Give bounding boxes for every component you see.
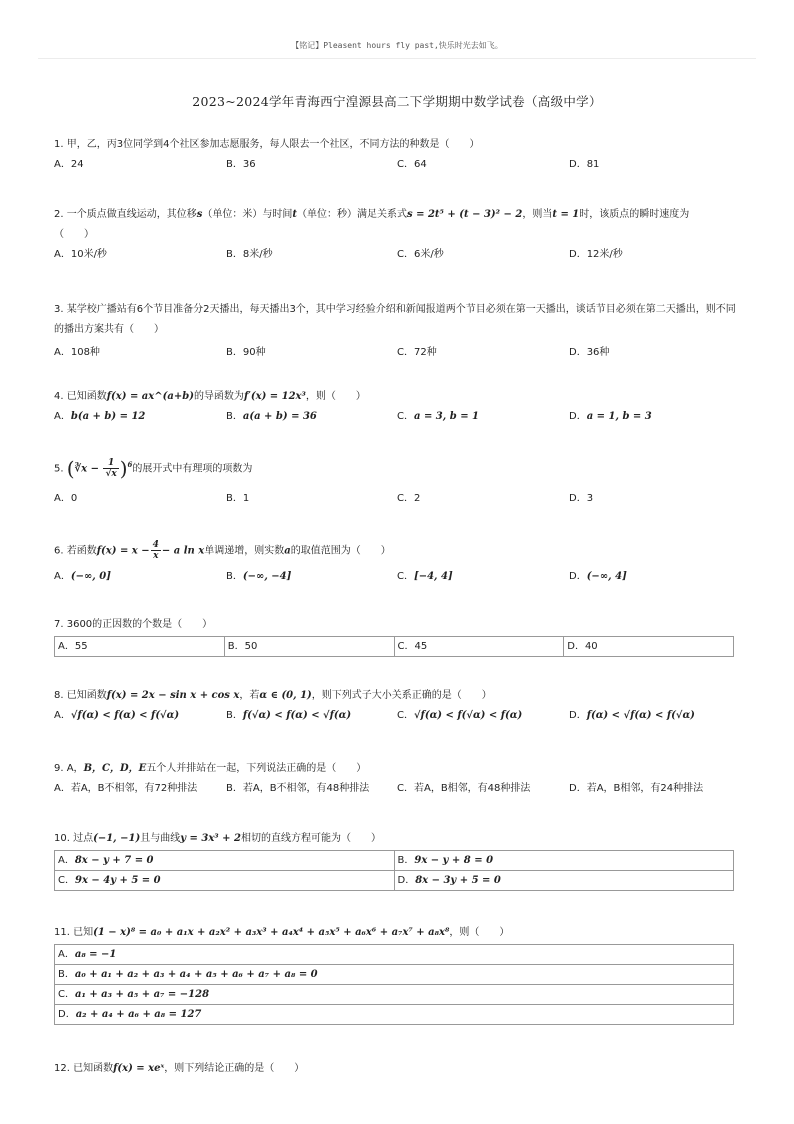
- page-title: 2023~2024学年青海西宁湟源县高二下学期期中数学试卷（高级中学）: [192, 94, 602, 109]
- option-b[interactable]: B．f(√α) < f(α) < √f(α): [226, 710, 352, 721]
- option-a[interactable]: A．55: [55, 637, 225, 657]
- question-stem: 3. 某学校广播站有6个节目准备分2天播出，每天播出3个，其中学习经验介绍和新闻报道两个节目必须在第一天播出，谈话节目必须在第二天播出，则不同的播出方案共有（ ）: [54, 304, 736, 335]
- option-c[interactable]: C．45: [394, 637, 564, 657]
- option-b[interactable]: B．a(a + b) = 36: [226, 411, 317, 422]
- stem-text: ，则下列结论正确的是（ ）: [164, 1063, 305, 1074]
- stem-text: 的导函数为: [193, 391, 244, 402]
- question-10: [54, 832, 744, 891]
- option-d[interactable]: D．81: [569, 159, 600, 170]
- option-b[interactable]: B．a₀ + a₁ + a₂ + a₃ + a₄ + a₅ + a₆ + a₇ + a₈ = 0: [55, 965, 734, 985]
- stem-text: ，若: [239, 690, 260, 701]
- question-7: [54, 618, 744, 657]
- options-row: [54, 346, 744, 362]
- math-formula: α ∈ (0, 1): [259, 690, 312, 701]
- question-6: [54, 540, 744, 586]
- option-a[interactable]: A．若A，B不相邻，有72种排法: [54, 783, 198, 794]
- option-b[interactable]: B．50: [224, 637, 394, 657]
- math-exponent: 6: [127, 460, 133, 470]
- stem-text: 的取值范围为（ ）: [290, 545, 391, 557]
- option-d[interactable]: D．12米/秒: [569, 249, 623, 260]
- option-b[interactable]: B．(−∞, −4]: [226, 571, 292, 582]
- stem-text: 2. 一个质点做直线运动，其位移: [54, 209, 197, 220]
- options-row: [54, 410, 744, 426]
- option-b[interactable]: B．9x − y + 8 = 0: [394, 851, 734, 871]
- option-a[interactable]: A．a₈ = −1: [55, 945, 734, 965]
- math-formula: (1 − x)⁸ = a₀ + a₁x + a₂x² + a₃x³ + a₄x⁴ + a₅x⁵ + a₆x⁶ + a₇x⁷ + a₈x⁸: [93, 927, 450, 938]
- stem-text: 11. 已知: [54, 927, 94, 938]
- options-table: [54, 636, 734, 657]
- stem-text: 且与曲线: [140, 833, 181, 844]
- option-c[interactable]: C．2: [397, 493, 421, 504]
- option-c[interactable]: C．a₁ + a₃ + a₅ + a₇ = −128: [55, 985, 734, 1005]
- options-row: [54, 782, 744, 798]
- stem-text: ，则（ ）: [305, 391, 366, 402]
- stem-text: 的展开式中有理项的项数为: [132, 463, 253, 475]
- stem-text: （单位：秒）满足关系式: [297, 209, 407, 220]
- options-row: [54, 492, 744, 508]
- question-stem: [54, 540, 744, 564]
- option-c[interactable]: C．72种: [397, 347, 437, 358]
- stem-text: （单位：米）与时间: [202, 209, 293, 220]
- option-b[interactable]: B．36: [226, 159, 256, 170]
- stem-text: 6. 若函数: [54, 545, 97, 557]
- option-b[interactable]: B．8米/秒: [226, 249, 273, 260]
- stem-text: 五个人并排站在一起，下列说法正确的是（ ）: [146, 763, 367, 774]
- question-1: [54, 138, 744, 174]
- question-2: [54, 208, 744, 264]
- option-d[interactable]: D．a₂ + a₄ + a₆ + a₈ = 127: [55, 1005, 734, 1025]
- option-a[interactable]: A．108种: [54, 347, 100, 358]
- option-d[interactable]: D．3: [569, 493, 594, 504]
- stem-text: 9. A，: [54, 763, 84, 774]
- question-stem: 1. 甲，乙，丙3位同学到4个社区参加志愿服务，每人限去一个社区，不同方法的种数是（ ）: [54, 139, 480, 150]
- question-stem: [54, 832, 744, 846]
- question-12: [54, 1062, 744, 1076]
- question-3: [54, 300, 744, 362]
- option-a[interactable]: A．b(a + b) = 12: [54, 411, 146, 422]
- question-number: 5.: [54, 463, 64, 475]
- stem-text: ，则（ ）: [449, 927, 510, 938]
- math-formula: f(x) = x −: [96, 545, 150, 557]
- question-8: [54, 689, 744, 725]
- question-stem: [54, 1062, 744, 1076]
- header-note: 【铭记】Pleasent hours fly past,快乐时光去如飞。: [291, 41, 503, 50]
- stem-text: 8. 已知函数: [54, 690, 107, 701]
- option-d[interactable]: D．8x − 3y + 5 = 0: [394, 871, 734, 891]
- option-d[interactable]: D．(−∞, 4]: [569, 571, 627, 582]
- option-a[interactable]: A．√f(α) < f(α) < f(√α): [54, 710, 180, 721]
- math-formula: f(x) = ax^(a+b): [106, 391, 194, 402]
- option-a[interactable]: A．(−∞, 0]: [54, 571, 111, 582]
- question-11: [54, 926, 744, 1025]
- question-4: [54, 390, 744, 426]
- options-row: [54, 709, 744, 725]
- option-a[interactable]: A．0: [54, 493, 78, 504]
- options-row: [54, 570, 744, 586]
- option-d[interactable]: D．f(α) < √f(α) < f(√α): [569, 710, 695, 721]
- option-c[interactable]: C．a = 3, b = 1: [397, 411, 480, 422]
- option-d[interactable]: D．a = 1, b = 3: [569, 411, 652, 422]
- stem-text: 时，该质点的瞬时速度为: [579, 209, 690, 220]
- option-c[interactable]: C．64: [397, 159, 427, 170]
- stem-text: ，则当: [522, 209, 553, 220]
- stem-text: 12. 已知函数: [54, 1063, 114, 1074]
- question-stem: [54, 762, 744, 776]
- math-formula: ∛x: [74, 463, 88, 475]
- option-b[interactable]: B．若A，B不相邻，有48种排法: [226, 783, 370, 794]
- option-a[interactable]: A．8x − y + 7 = 0: [55, 851, 395, 871]
- option-d[interactable]: D．36种: [569, 347, 610, 358]
- question-5: [54, 458, 744, 508]
- question-stem: [54, 208, 744, 222]
- math-operator: −: [87, 463, 103, 475]
- math-formula: − a ln x: [161, 545, 205, 557]
- question-stem: [54, 926, 744, 940]
- math-formula: (−1, −1): [93, 833, 141, 844]
- stem-text: 10. 过点: [54, 833, 94, 844]
- stem-paren: （ ）: [54, 229, 94, 240]
- option-b[interactable]: B．90种: [226, 347, 266, 358]
- option-b[interactable]: B．1: [226, 493, 250, 504]
- stem-text: ，则下列式子大小关系正确的是（ ）: [311, 690, 492, 701]
- math-formula: f(x) = 2x − sin x + cos x: [106, 690, 240, 701]
- options-row: [54, 248, 744, 264]
- stem-text: 4. 已知函数: [54, 391, 107, 402]
- option-c[interactable]: C．6米/秒: [397, 249, 444, 260]
- math-formula: y = 3x³ + 2: [180, 833, 241, 844]
- options-row: [54, 158, 744, 174]
- question-9: [54, 762, 744, 798]
- math-var: s: [196, 209, 203, 220]
- options-table: [54, 944, 734, 1025]
- option-d[interactable]: D．若A，B相邻，有24种排法: [569, 783, 704, 794]
- option-c[interactable]: C．[−4, 4]: [397, 571, 453, 582]
- math-var: a: [284, 545, 291, 557]
- math-formula: s = 2t⁵ + (t − 3)² − 2: [407, 209, 523, 220]
- stem-text: 单调递增，则实数: [204, 545, 285, 557]
- question-stem: 7. 3600的正因数的个数是（ ）: [54, 619, 213, 630]
- stem-text: 相切的直线方程可能为（ ）: [240, 833, 381, 844]
- math-var: t: [292, 209, 297, 220]
- header-divider: [38, 58, 756, 59]
- question-stem: 5. (∛x − $\frac{1}{√x}$ )$^6$的展开式中有理项的项数为: [54, 456, 253, 481]
- option-c[interactable]: C．√f(α) < f(√α) < f(α): [397, 710, 523, 721]
- option-a[interactable]: A．10米/秒: [54, 249, 107, 260]
- options-table: [54, 850, 734, 891]
- math-formula: f′(x) = 12x³: [243, 391, 306, 402]
- math-formula: f(x) = xeˣ: [113, 1063, 165, 1074]
- option-d[interactable]: D．40: [564, 637, 734, 657]
- option-a[interactable]: A．24: [54, 159, 84, 170]
- option-c[interactable]: C．9x − 4y + 5 = 0: [55, 871, 395, 891]
- math-fraction: $\frac{1}{√x}$: [105, 458, 117, 479]
- question-stem: [54, 689, 744, 703]
- math-formula: t = 1: [552, 209, 580, 220]
- question-stem: [54, 390, 744, 404]
- math-formula: B，C，D，E: [83, 763, 147, 774]
- math-fraction: $\frac{4}{x}$: [152, 540, 159, 561]
- option-c[interactable]: C．若A，B相邻，有48种排法: [397, 783, 531, 794]
